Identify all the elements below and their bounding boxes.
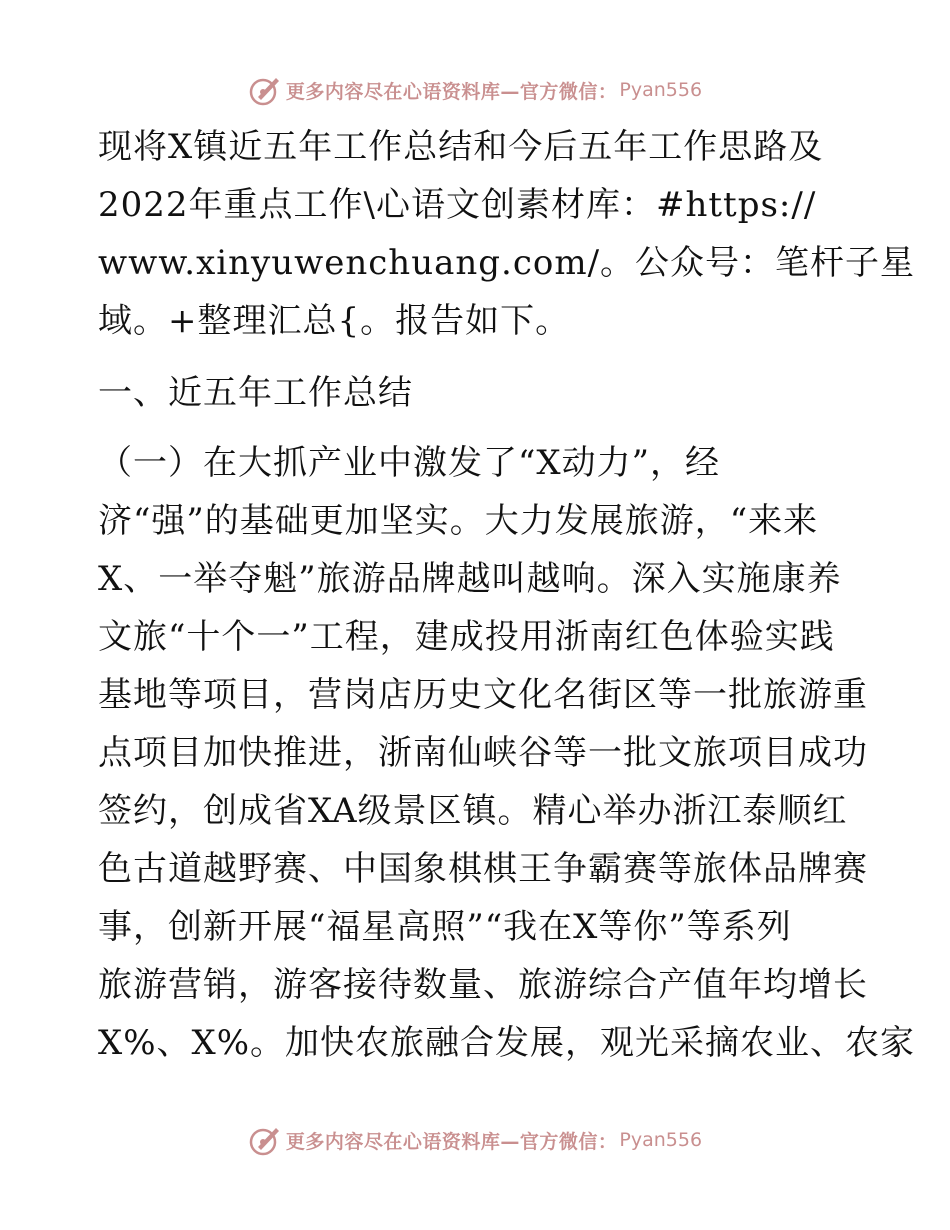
paragraph-line: 济“强”的基础更加坚实。大力发展旅游，“来来 bbox=[98, 501, 819, 541]
paragraph-line: 旅游营销，游客接待数量、旅游综合产值年均增长 bbox=[98, 965, 868, 1005]
section-heading: 一、近五年工作总结 bbox=[98, 373, 413, 413]
quill-logo-icon bbox=[248, 73, 282, 107]
footer-watermark-text: 更多内容尽在心语资料库—官方微信： bbox=[285, 1130, 618, 1153]
quill-logo-icon bbox=[248, 1123, 282, 1157]
paragraph-line: 点项目加快推进，浙南仙峡谷等一批文旅项目成功 bbox=[98, 733, 868, 773]
paragraph-line: X%、X%。加快农旅融合发展，观光采摘农业、农家 bbox=[98, 1023, 916, 1063]
paragraph-line: 事，创新开展“福星高照”“我在X等你”等系列 bbox=[98, 907, 792, 947]
intro-line: www.xinyuwenchuang.com/。公众号：笔杆子星 bbox=[98, 243, 916, 283]
paragraph-line: 文旅“十个一”工程，建成投用浙南红色体验实践 bbox=[98, 617, 835, 657]
header-watermark-text: 更多内容尽在心语资料库—官方微信： bbox=[285, 80, 618, 103]
header-watermark bbox=[0, 72, 950, 108]
footer-wechat-id: Pyan556 bbox=[619, 1129, 703, 1151]
paragraph-line: 基地等项目，营岗店历史文化名街区等一批旅游重 bbox=[98, 675, 868, 715]
intro-line: 域。+整理汇总{。报告如下。 bbox=[98, 301, 571, 341]
header-wechat-id: Pyan556 bbox=[619, 79, 703, 101]
document-body bbox=[98, 118, 916, 1072]
intro-line: 现将X镇近五年工作总结和今后五年工作思路及 bbox=[98, 127, 824, 167]
paragraph-line: 签约，创成省XA级景区镇。精心举办浙江泰顺红 bbox=[98, 791, 848, 831]
paragraph-line: 色古道越野赛、中国象棋棋王争霸赛等旅体品牌赛 bbox=[98, 849, 868, 889]
footer-watermark bbox=[0, 1122, 950, 1158]
intro-line: 2022年重点工作\心语文创素材库：#https:// bbox=[98, 185, 817, 225]
paragraph-line: X、一举夺魁”旅游品牌越叫越响。深入实施康养 bbox=[98, 559, 842, 599]
paragraph-line: （一）在大抓产业中激发了“X动力”，经 bbox=[98, 443, 720, 483]
